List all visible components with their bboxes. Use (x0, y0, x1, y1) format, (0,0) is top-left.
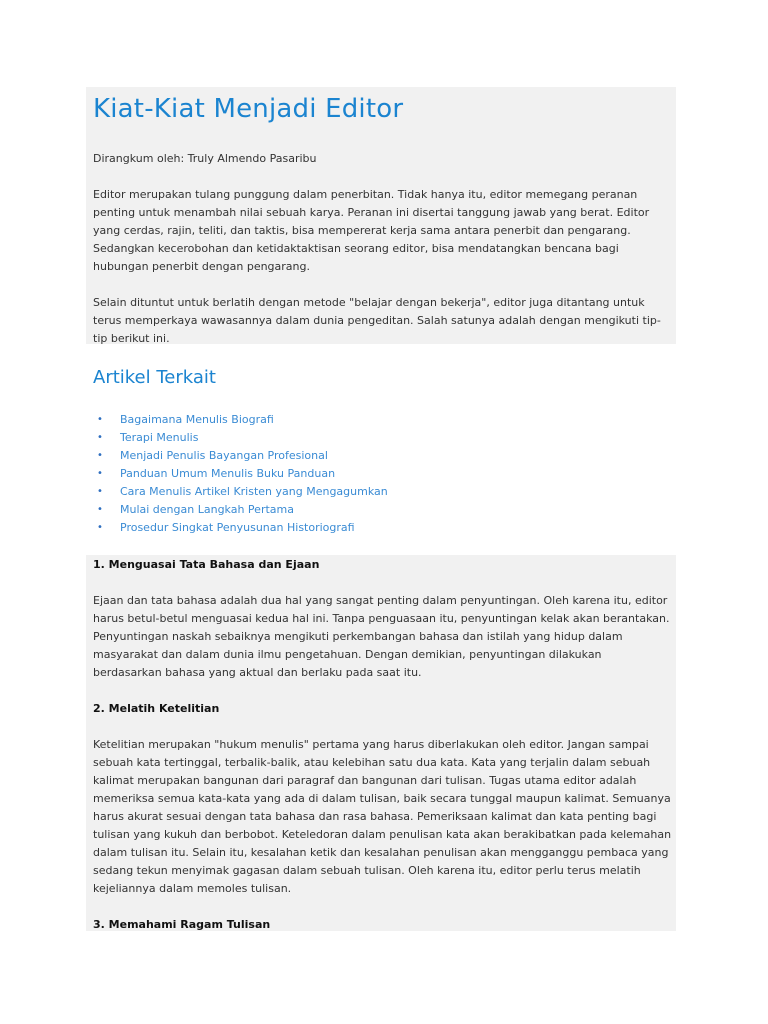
bullet-icon: • (97, 432, 103, 443)
related-link[interactable]: • Bagaimana Menulis Biografi (93, 411, 672, 429)
article-byline: Dirangkum oleh: Truly Almendo Pasaribu (93, 152, 317, 165)
intro-paragraph-2: Selain dituntut untuk berlatih dengan metode "belajar dengan bekerja", editor juga ditantang untuk terus memperkaya wawasannya dalam dunia pengeditan. Salah satunya adalah dengan mengikuti tip-tip berikut ini. (93, 296, 661, 345)
related-heading: Artikel Terkait (93, 367, 216, 388)
section-body: Ketelitian merupakan "hukum menulis" pertama yang harus diberlakukan oleh editor. Jangan sampai sebuah kata tertinggal, terbalik-balik, atau kelebihan satu dua kata. Kata yang terjalin dalam sebuah kalimat merupakan bangunan dari paragraf dan bangunan dari tulisan. Tugas utama editor adalah memeriksa semua kata-kata yang ada di dalam tulisan, baik secara tunggal maupun kalimat. Semuanya harus akurat sesuai dengan tata bahasa dan rasa bahasa. Pemeriksaan kalimat dan kata penting bagi tulisan yang kukuh dan berbobot. Keteledoran dalam penulisan kata akan berakibatkan pada kelemahan dalam tulisan itu. Selain itu, kesalahan ketik dan kesalahan penulisan akan mengganggu pembaca yang sedang tekun menyimak gagasan dalam sebuah tulisan. Oleh karena itu, editor perlu terus melatih kejeliannya dalam memoles tulisan. (93, 738, 672, 895)
bullet-icon: • (97, 450, 103, 461)
tips-content (86, 555, 676, 931)
related-link[interactable]: • Terapi Menulis (93, 429, 672, 447)
article-intro (86, 87, 676, 344)
intro-paragraph-1: Editor merupakan tulang punggung dalam penerbitan. Tidak hanya itu, editor memegang peranan penting untuk menambah nilai sebuah karya. Peranan ini disertai tanggung jawab yang berat. Editor yang cerdas, rajin, teliti, dan taktis, bisa mempererat kerja sama antara penerbit dan pengarang. Sedangkan kecerobohan dan ketidaktaktisan seorang editor, bisa mendatangkan bencana bagi hubungan penerbit dengan pengarang. (93, 188, 650, 273)
section-heading: 3. Memahami Ragam Tulisan (93, 918, 271, 931)
section-body: Ejaan dan tata bahasa adalah dua hal yang sangat penting dalam penyuntingan. Oleh karena itu, editor harus betul-betul menguasai kedua hal ini. Tanpa penguasaan itu, penyuntingan kelak akan berantakan. Penyuntingan naskah sebaiknya mengikuti perkembangan bahasa dan istilah yang hidup dalam masyarakat dan dalam dunia ilmu pengetahuan. Dengan demikian, penyuntingan dilakukan berdasarkan bahasa yang aktual dan berlaku pada saat itu. (93, 594, 670, 679)
bullet-icon: • (97, 522, 103, 533)
article-title: Kiat-Kiat Menjadi Editor (93, 94, 404, 124)
related-link[interactable]: • Panduan Umum Menulis Buku Panduan (93, 465, 672, 483)
bullet-icon: • (97, 486, 103, 497)
related-link[interactable]: • Prosedur Singkat Penyusunan Historiografi (93, 519, 672, 537)
bullet-icon: • (97, 504, 103, 515)
bullet-icon: • (97, 468, 103, 479)
bullet-icon: • (97, 414, 103, 425)
related-list (93, 411, 672, 537)
related-articles (86, 366, 676, 542)
section-heading: 1. Menguasai Tata Bahasa dan Ejaan (93, 558, 320, 571)
related-link[interactable]: • Menjadi Penulis Bayangan Profesional (93, 447, 672, 465)
related-link[interactable]: • Mulai dengan Langkah Pertama (93, 501, 672, 519)
related-link[interactable]: • Cara Menulis Artikel Kristen yang Mengagumkan (93, 483, 672, 501)
section-heading: 2. Melatih Ketelitian (93, 702, 220, 715)
